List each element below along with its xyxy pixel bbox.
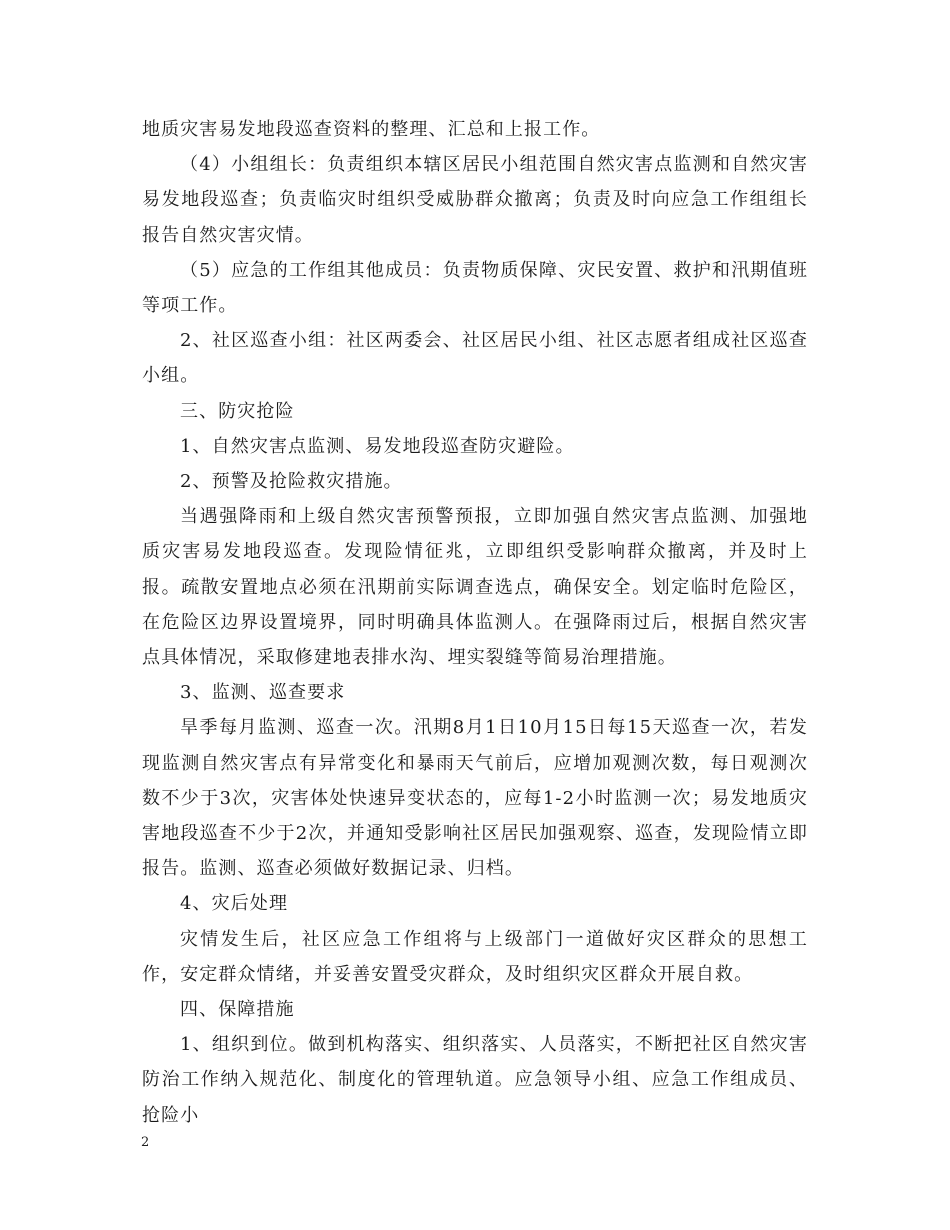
paragraph: 当遇强降雨和上级自然灾害预警预报，立即加强自然灾害点监测、加强地质灾害易发地段巡查。发现险情征兆，立即组织受影响群众撤离，并及时上报。疏散安置地点必须在汛期前实际调查选点，确保安全。划定临时危险区，在危险区边界设置境界，同时明确具体监测人。在强降雨过后，根据自然灾害点具体情况，采取修建地表排水沟、埋实裂缝等简易治理措施。 — [142, 506, 808, 669]
paragraph: 旱季每月监测、巡查一次。汛期8月1日10月15日每15天巡查一次，若发现监测自然灾害点有异常变化和暴雨天气前后，应增加观测次数，每日观测次数不少于3次，灾害体处快速异变状态的，应每1-2小时监测一次；易发地质灾害地段巡查不少于2次，并通知受影响社区居民加强观察、巡查，发现险情立即报告。监测、巡查必须做好数据记录、归档。 — [142, 717, 808, 880]
paragraph: （4）小组组长：负责组织本辖区居民小组范围自然灾害点监测和自然灾害易发地段巡查；负责临灾时组织受威胁群众撤离；负责及时向应急工作组组长报告自然灾害灾情。 — [142, 154, 808, 246]
paragraph: 4、灾后处理 — [180, 893, 289, 915]
paragraph: 地质灾害易发地段巡查资料的整理、汇总和上报工作。 — [142, 119, 601, 140]
page-number: 2 — [141, 1135, 150, 1150]
document-body — [142, 112, 808, 1133]
paragraph: 2、社区巡查小组：社区两委会、社区居民小组、社区志愿者组成社区巡查小组。 — [142, 330, 808, 387]
paragraph: 1、自然灾害点监测、易发地段巡查防灾避险。 — [180, 435, 575, 457]
section-heading: 三、防灾抢险 — [180, 400, 295, 422]
paragraph: 2、预警及抢险救灾措施。 — [180, 471, 403, 493]
paragraph: 灾情发生后，社区应急工作组将与上级部门一道做好灾区群众的思想工作，安定群众情绪，并妥善安置受灾群众，及时组织灾区群众开展自救。 — [142, 928, 808, 985]
section-heading: 四、保障措施 — [180, 999, 295, 1021]
paragraph: （5）应急的工作组其他成员：负责物质保障、灾民安置、救护和汛期值班等项工作。 — [142, 259, 808, 317]
paragraph: 1、组织到位。做到机构落实、组织落实、人员落实，不断把社区自然灾害防治工作纳入规范化、制度化的管理轨道。应急领导小组、应急工作组成员、抢险小 — [142, 1034, 808, 1126]
paragraph: 3、监测、巡查要求 — [180, 682, 346, 704]
